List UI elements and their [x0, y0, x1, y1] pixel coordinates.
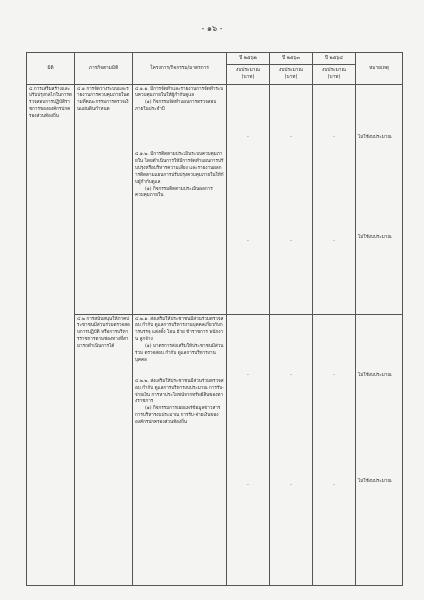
mission-cell — [75, 84, 133, 314]
remark-text: ไม่ใช้งบประมาณ — [358, 134, 392, 140]
header-mission: ภารกิจตามมิติ — [75, 53, 133, 85]
remark-cell — [356, 84, 403, 314]
budget-value: - — [333, 239, 335, 245]
remark-cell — [356, 314, 403, 585]
mission-text: ๔.๑ การจัดวางระบบและรายงานการควบคุมภายในตามที่คณะกรรมการตรวจเงินแผ่นดินกำหนด — [77, 86, 130, 113]
budget-cell-y1 — [227, 84, 270, 314]
remark-text: ไม่ใช้งบประมาณ — [358, 479, 392, 485]
budget-value: - — [290, 483, 292, 489]
budget-cell-y3 — [313, 84, 356, 314]
unit-currency: (บาท) — [241, 75, 255, 81]
budget-value: - — [247, 372, 249, 378]
unit-currency: (บาท) — [284, 75, 298, 81]
header-year-3: ปี ๒๕๖๔ — [313, 53, 356, 65]
integrity-plan-table — [26, 52, 403, 586]
budget-cell-y2 — [270, 84, 313, 314]
unit-label: งบประมาณ — [322, 68, 346, 74]
header-unit-3 — [313, 65, 356, 84]
header-unit-1 — [227, 65, 270, 84]
budget-cell-y1 — [227, 314, 270, 585]
budget-value: - — [290, 372, 292, 378]
program-item — [135, 317, 224, 365]
mission-text: ๔.๒ การสนับสนุนให้ภาคประชาชนมีส่วนร่วมตรวจสอบการปฏิบัติ หรือการบริหารราชการตามช่องทางที่สามารถดำเนินการได้ — [77, 316, 130, 350]
budget-value: - — [247, 134, 249, 140]
unit-label: งบประมาณ — [279, 68, 303, 74]
budget-cell-y3 — [313, 314, 356, 585]
program-item — [135, 379, 224, 427]
budget-value: - — [333, 134, 335, 140]
dimension-cell — [27, 84, 75, 585]
header-dimension: มิติ — [27, 53, 75, 85]
header-year-1: ปี ๒๕๖๒ — [227, 53, 270, 65]
program-cell — [133, 314, 227, 585]
dimension-text: ๔.การเสริมสร้างและปรับปรุงกลไกในการตรวจสอบการปฏิบัติราชการขององค์กรปกครองส่วนท้องถิ่น — [29, 86, 72, 120]
budget-value: - — [290, 134, 292, 140]
program-item — [135, 87, 224, 115]
remark-text: ไม่ใช้งบประมาณ — [358, 235, 392, 241]
budget-value: - — [247, 483, 249, 489]
header-unit-2 — [270, 65, 313, 84]
program-title: ๔.๑.๑. มีการจัดทำและรายงานการจัดทำระบบควบคุมภายในให้ผู้กำกับดูแล — [135, 86, 224, 99]
program-cell — [133, 84, 227, 314]
table-row — [27, 84, 403, 314]
program-item — [135, 152, 224, 200]
budget-value: - — [247, 239, 249, 245]
program-title: ๔.๒.๒. ส่งเสริมให้ประชาชนมีส่วนร่วมตรวจสอบ กำกับ ดูแลการบริหารงบประมาณ การรับ-จ่ายเงิน การหาประโยชน์จากทรัพย์สินของทางราชการ — [135, 378, 224, 405]
page-number: - ๑๖ - — [201, 24, 223, 33]
program-title: ๔.๑.๒. มีการติดตามประเมินระบบควบคุมภายใน โดยดำเนินการให้มีการจัดทำแผนการปรับปรุงหรือบริหารความเสี่ยง และรายงานผลการติดตามแผนการปรับปรุงควบคุมภายในให้กับผู้กำกับดูแล — [135, 152, 224, 185]
remark-text: ไม่ใช้งบประมาณ — [358, 372, 392, 378]
program-activity: (๑) กิจกรรมติดตามประเมินผลการควบคุมภายใน — [135, 186, 213, 199]
program-activity: (๑) กิจกรรมการเผยแพร่ข้อมูลข่าวสารการบริหารงบประมาณ การรับ-จ่ายเงินขององค์กรปกครองส่วนท้องถิ่น — [135, 406, 221, 426]
budget-cell-y2 — [270, 314, 313, 585]
header-year-2: ปี ๒๕๖๓ — [270, 53, 313, 65]
budget-value: - — [290, 239, 292, 245]
unit-label: งบประมาณ — [236, 68, 260, 74]
unit-currency: (บาท) — [327, 75, 341, 81]
mission-cell — [75, 314, 133, 585]
program-title: ๔.๒.๑. ส่งเสริมให้ประชาชนมีส่วนร่วมตรวจสอบ กำกับ ดูแลการบริหารงานบุคคลเกี่ยวกับการบรรจุ แต่งตั้ง โอน ย้าย ข้าราชการ พนักงาน ลูกจ้าง — [135, 316, 224, 343]
table-row — [27, 314, 403, 585]
budget-value: - — [333, 372, 335, 378]
header-remark: หมายเหตุ — [356, 53, 403, 85]
header-program: โครงการ/กิจกรรม/มาตรการ — [133, 53, 227, 85]
program-activity: (๑) มาตรการส่งเสริมให้ประชาชนมีส่วนร่วม ตรวจสอบ กำกับ ดูแลการบริหารงานบุคคล — [135, 344, 224, 363]
budget-value: - — [333, 483, 335, 489]
program-activity: (๑) กิจกรรมจัดทำแผนการตรวจสอบภายในประจำปี — [135, 100, 217, 113]
